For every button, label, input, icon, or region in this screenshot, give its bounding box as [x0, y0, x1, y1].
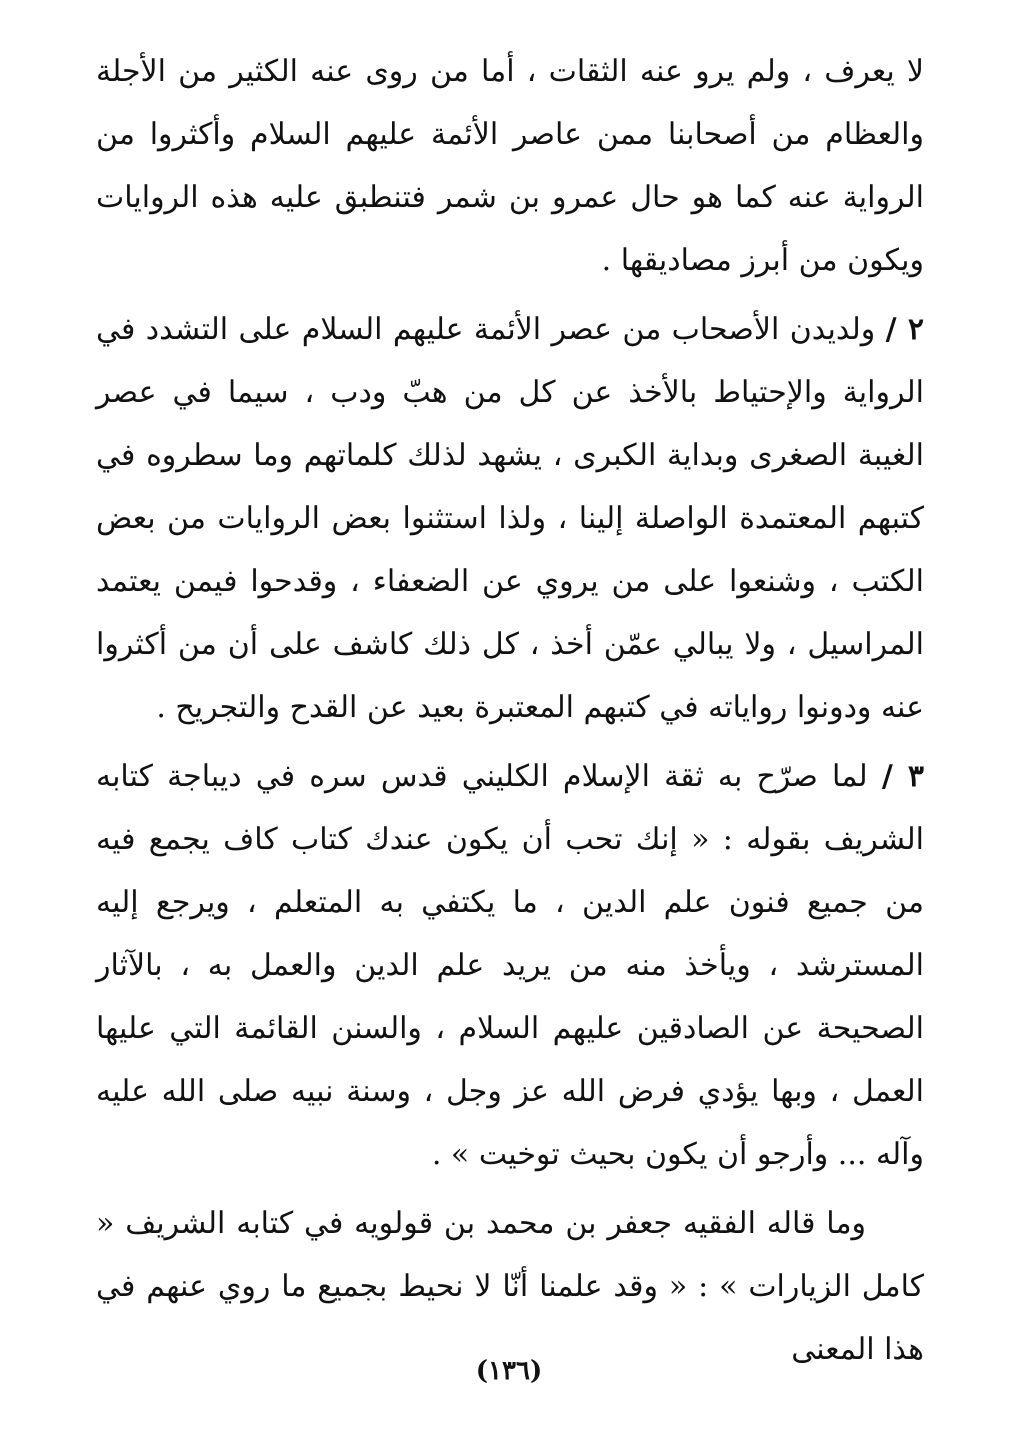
document-page	[96, 40, 924, 1381]
paragraph-1-text: لا يعرف ، ولم يرو عنه الثقات ، أما من روى عنه الكثير من الأجلة والعظام من أصحابنا ممن عاصر الأئمة عليهم السلام وأكثروا من الرواية عنه كما هو حال عمرو بن شمر فتنطبق عليه هذه الروايات ويكون من أبرز مصاديقها .	[96, 54, 924, 278]
paragraph-3	[96, 745, 924, 1186]
paragraph-1	[96, 40, 924, 292]
page-number: (١٣٦)	[475, 1356, 543, 1386]
paragraph-2-text: ولديدن الأصحاب من عصر الأئمة عليهم السلام على التشدد في الرواية والإحتياط بالأخذ عن كل من هبّ ودب ، سيما في عصر الغيبة الصغرى وبداية الكبرى ، يشهد لذلك كلماتهم وما سطروه في كتبهم المعتمدة الواصلة إلينا ، ولذا استثنوا بعض الروايات من بعض الكتب ، وشنعوا على من يروي عن الضعفاء ، وقدحوا فيمن يعتمد المراسيل ، ولا يبالي عمّن أخذ ، كل ذلك كاشف على أن من أكثروا عنه ودونوا رواياته في كتبهم المعتبرة بعيد عن القدح والتجريح .	[96, 312, 924, 725]
paragraph-2	[96, 298, 924, 739]
paragraph-3-number: ٣ /	[881, 759, 925, 794]
paragraph-2-number: ٢ /	[885, 312, 925, 347]
paragraph-4-text: وما قاله الفقيه جعفر بن محمد بن قولويه في كتابه الشريف « كامل الزيارات » : « وقد علمنا أنّا لا نحيط بجميع ما روي عنهم في هذا المعنى	[96, 1206, 924, 1367]
paragraph-3-text: لما صرّح به ثقة الإسلام الكليني قدس سره في ديباجة كتابه الشريف بقوله : « إنك تحب أن يكون عندك كتاب كاف يجمع فيه من جميع فنون علم الدين ، ما يكتفي به المتعلم ، ويرجع إليه المسترشد ، ويأخذ منه من يريد علم الدين والعمل به ، بالآثار الصحيحة عن الصادقين عليهم السلام ، والسنن القائمة التي عليها العمل ، وبها يؤدي فرض الله عز وجل ، وسنة نبيه صلى الله عليه وآله ... وأرجو أن يكون بحيث توخيت » .	[96, 759, 924, 1172]
paragraph-4	[96, 1192, 924, 1381]
